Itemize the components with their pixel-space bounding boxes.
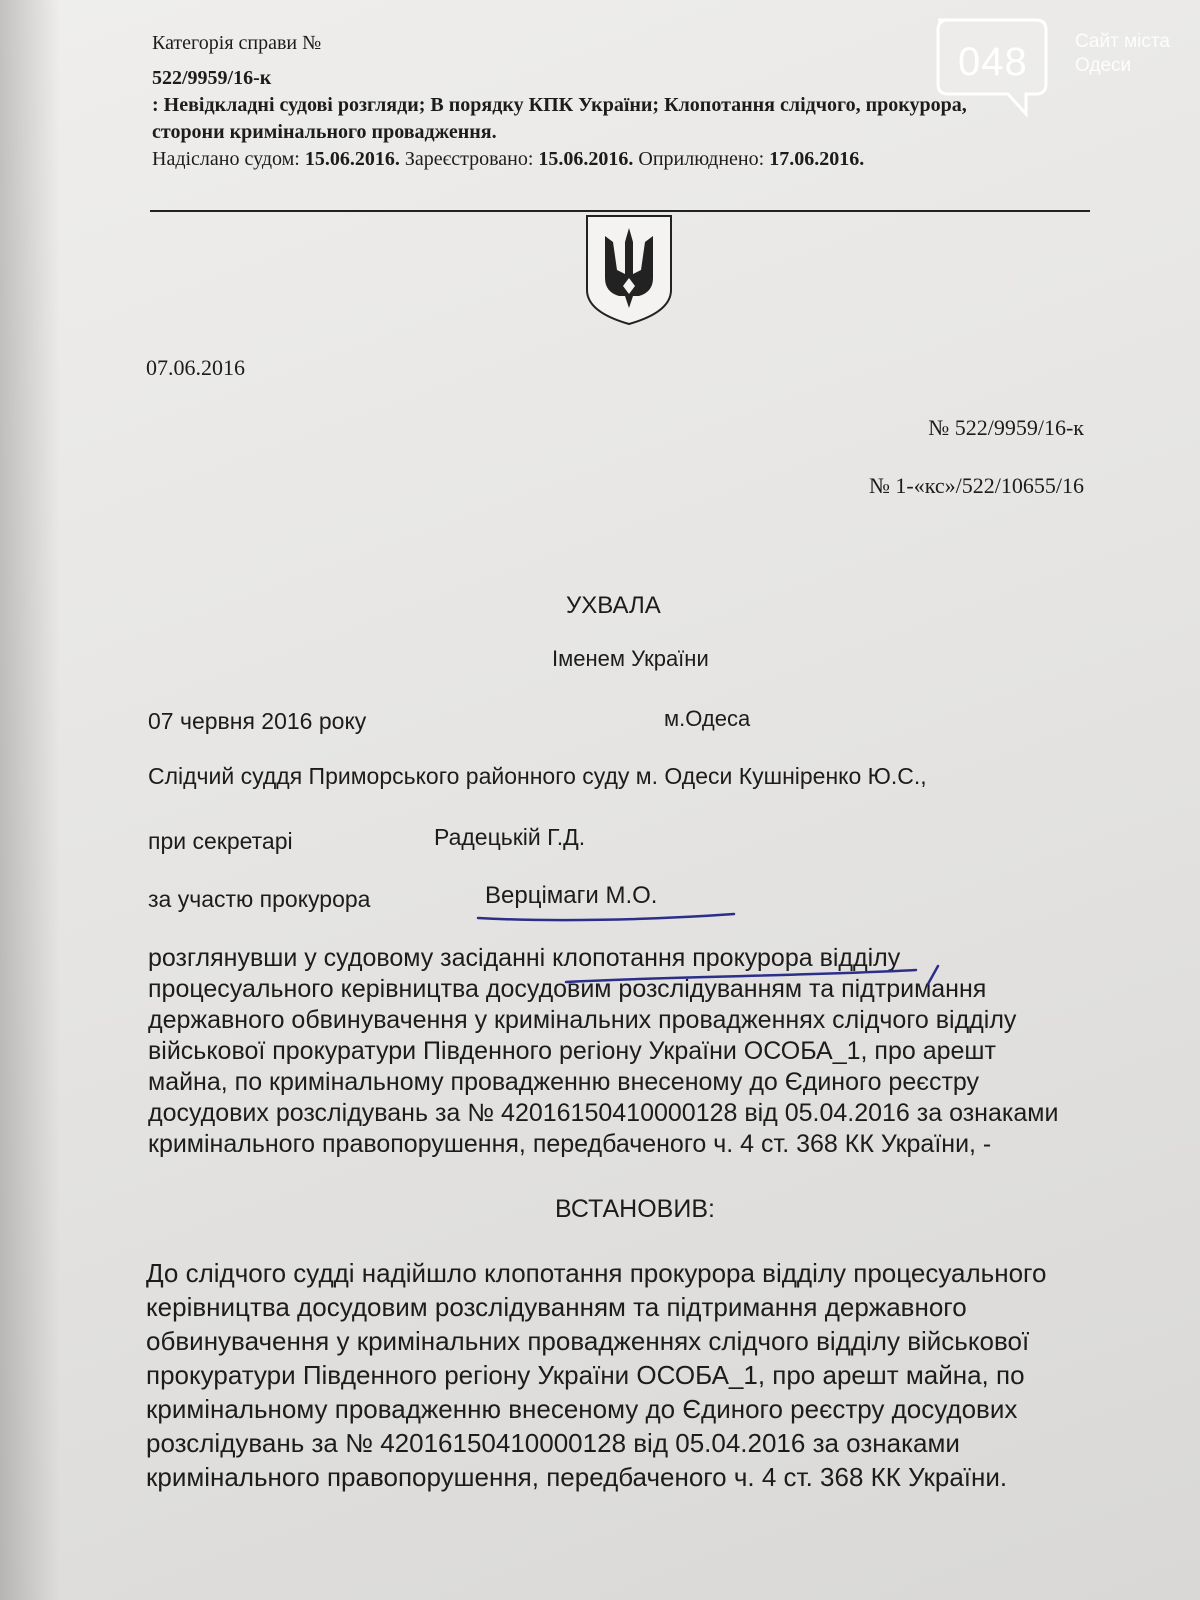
logo-line: Сайт міста	[1075, 31, 1170, 52]
paragraph-line: кримінального правопорушення, передбаченого ч. 4 ст. 368 КК України, -	[148, 1130, 992, 1158]
paragraph-line: процесуального керівництва досудовим розслідуванням та підтримання	[148, 975, 987, 1003]
dates-line	[152, 146, 1032, 173]
prosecutor-name: Верцімаги М.О.	[485, 882, 658, 909]
paragraph-line: розглянувши у судовому засіданні клопотання прокурора відділу	[148, 944, 901, 972]
page-shadow	[0, 0, 60, 1600]
established-heading: ВСТАНОВИВ:	[555, 1195, 715, 1223]
paragraph-line: обвинувачення у кримінальних провадженнях слідчого відділу військової	[146, 1326, 1030, 1356]
paragraph-line: розслідувань за № 42016150410000128 від 05.04.2016 за ознаками	[146, 1428, 960, 1458]
paragraph-line: державного обвинувачення у кримінальних провадженнях слідчого відділу	[148, 1006, 1017, 1034]
logo-number: 048	[958, 40, 1028, 84]
full-date: 07 червня 2016 року	[148, 708, 367, 734]
coat-of-arms-icon	[583, 212, 675, 328]
published-label: Оприлюднено:	[638, 148, 765, 170]
paragraph-line: керівництва досудовим розслідуванням та підтримання державного	[146, 1292, 967, 1322]
paragraph-line: кримінальному провадженню внесеному до Єдиного реєстру досудових	[146, 1394, 1018, 1424]
prosecutor-label: за участю прокурора	[148, 886, 371, 912]
document-title: УХВАЛА	[566, 592, 661, 619]
secretary-name: Радецькій Г.Д.	[434, 824, 586, 850]
secretary-label: при секретарі	[148, 828, 293, 854]
sent-label: Надіслано судом:	[152, 148, 300, 170]
case-number-1: № 522/9959/16-к	[928, 415, 1084, 440]
case-metadata	[152, 30, 1032, 173]
paragraph-line: кримінального правопорушення, передбаченого ч. 4 ст. 368 КК України.	[146, 1462, 1008, 1492]
registered-date: 15.06.2016.	[538, 148, 634, 170]
sent-date: 15.06.2016.	[304, 148, 400, 170]
established-paragraph	[146, 1256, 1046, 1494]
case-number: 522/9959/16-к	[152, 67, 272, 89]
paragraph-line: військової прокуратури Південного регіону України ОСОБА_1, про арешт	[148, 1037, 996, 1065]
paragraph-line: прокуратури Південного регіону України ОСОБА_1, про арешт майна, по	[146, 1360, 1025, 1390]
registered-label: Зареєстровано:	[404, 148, 534, 170]
paragraph-line: майна, по кримінальному провадженню внесеному до Єдиного реєстру	[148, 1068, 980, 1096]
document-subtitle: Іменем України	[552, 646, 709, 671]
judge-line: Слідчий суддя Приморського районного суду м. Одеси Кушніренко Ю.С.,	[148, 763, 927, 789]
logo-caption	[1075, 30, 1170, 78]
category-label: Категорія справи №	[152, 32, 322, 54]
logo-line: Одеси	[1075, 55, 1132, 76]
document-date: 07.06.2016	[146, 355, 245, 380]
pen-underline	[470, 908, 740, 928]
case-number-2: № 1-«кс»/522/10655/16	[868, 473, 1084, 498]
paragraph-line: До слідчого судді надійшло клопотання прокурора відділу процесуального	[146, 1258, 1047, 1288]
case-type: : Невідкладні судові розгляди; В порядку КПК України; Клопотання слідчого, прокурора, сторони кримінального провадження.	[152, 94, 967, 143]
published-date: 17.06.2016.	[769, 148, 865, 170]
paragraph-line: досудових розслідувань за № 42016150410000128 від 05.04.2016 за ознаками	[148, 1099, 1059, 1127]
city: м.Одеса	[664, 706, 751, 731]
pen-underline	[560, 962, 960, 992]
